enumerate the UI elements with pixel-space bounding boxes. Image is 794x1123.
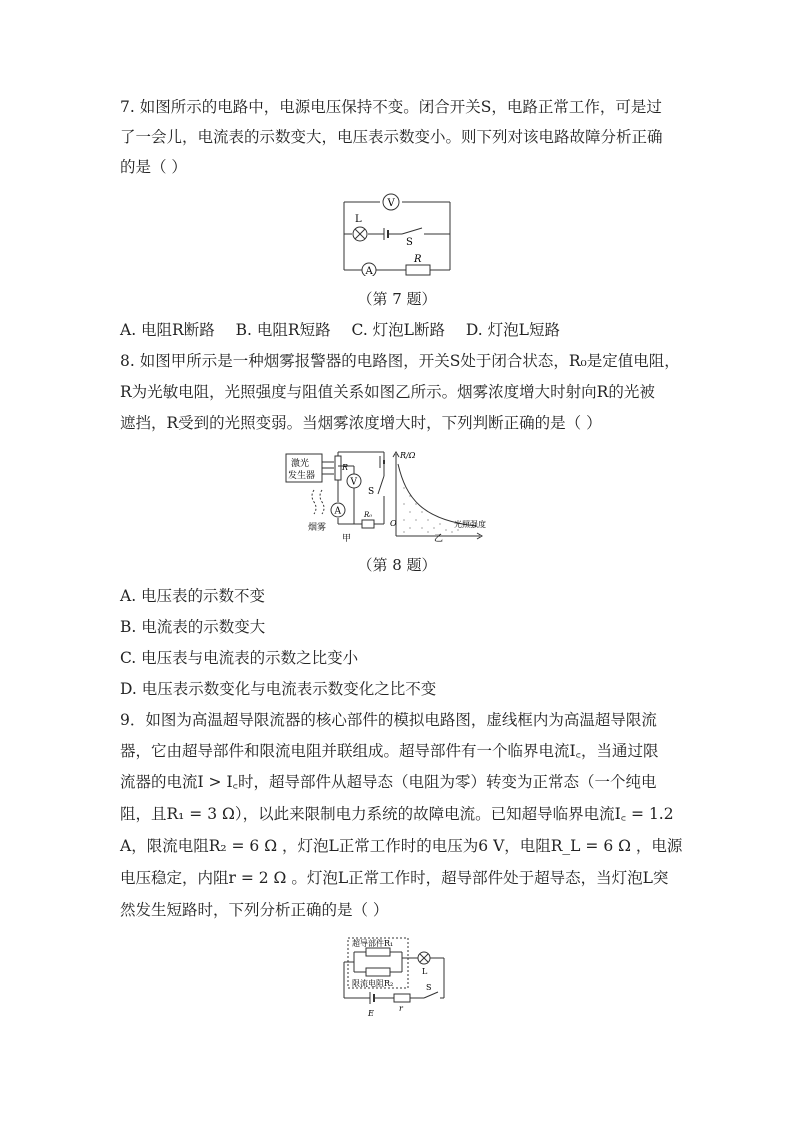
q9-line-7: 然发生短路时，下列分析正确的是（ ） (120, 901, 389, 919)
q9-lamp-label: L (422, 967, 428, 976)
q8-line-3: 遮挡，R受到的光照变弱。当烟雾浓度增大时，下列判断正确的是（ ） (120, 414, 602, 432)
q9-line-2: 器，它由超导部件和限流电阻并联组成。超导部件有一个临界电流I꜀，当通过限 (120, 742, 659, 760)
q7-line-1: 7. 如图所示的电路中，电源电压保持不变。闭合开关S，电路正常工作，可是过 (120, 98, 662, 116)
q8-option-b[interactable]: B. 电流表的示数变大 (120, 618, 266, 636)
q8-fig-yi-label: 乙 (434, 534, 444, 544)
q7-options (120, 320, 576, 340)
q8-line-2: R为光敏电阻，光照强度与阻值关系如图乙所示。烟雾浓度增大时射向R的光被 (120, 383, 655, 401)
q9-switch-label: S (426, 983, 432, 992)
q9-line-4: 阻，且R₁ = 3 Ω），以此来限制电力系统的故障电流。已知超导临界电流I꜀ = 1.2 (120, 805, 674, 823)
q7-circuit-figure (340, 190, 456, 276)
q7-line-2: 了一会儿，电流表的示数变大，电压表示数变小。则下列对该电路故障分析正确 (120, 128, 663, 146)
q8-laser-label-2: 发生器 (288, 471, 316, 481)
q8-ammeter-label: A (334, 506, 341, 517)
q7-line-3: 的是（ ） (120, 158, 187, 176)
q8-voltmeter-label: V (350, 477, 357, 488)
q7-switch-label: S (406, 237, 413, 248)
q8-figure (284, 448, 502, 544)
q9-internal-r-label: r (399, 1004, 403, 1013)
q7-voltmeter-label: V (387, 198, 395, 209)
q8-graph-x-label: 光照强度 (454, 520, 486, 529)
q8-laser-label-1: 激光 (291, 459, 310, 469)
q8-r0-label: R₀ (364, 511, 373, 519)
q9-source-label: E (368, 1009, 374, 1018)
q8-option-c[interactable]: C. 电压表与电流表的示数之比变小 (120, 649, 359, 667)
q9-line-3: 流器的电流I > I꜀时，超导部件从超导态（电阻为零）转变为正常态（一个纯电 (120, 773, 657, 791)
q7-lamp-label: L (355, 214, 362, 225)
q9-limiter-label: 限流电阻R₂ (352, 979, 394, 988)
q8-option-a[interactable]: A. 电压表的示数不变 (120, 587, 266, 605)
q8-caption: （第 8 题） (357, 556, 437, 574)
q7-option-c[interactable]: C. 灯泡L断路 (351, 321, 445, 339)
q8-line-1: 8. 如图甲所示是一种烟雾报警器的电路图，开关S处于闭合状态，R₀是定值电阻， (120, 352, 680, 370)
q9-circuit-figure (340, 936, 452, 1020)
q7-ammeter-label: A (365, 266, 373, 276)
q7-caption: （第 7 题） (357, 290, 437, 308)
q8-smoke-label: 烟雾 (308, 523, 327, 533)
q8-option-d[interactable]: D. 电压表示数变化与电流表示数变化之比不变 (120, 680, 437, 698)
q8-switch-label: S (368, 487, 375, 497)
q7-option-d[interactable]: D. 灯泡L短路 (465, 321, 560, 339)
q9-superconductor-label: 超导部件R₁ (352, 939, 394, 948)
q7-option-a[interactable]: A. 电阻R断路 (120, 321, 215, 339)
q8-graph-origin: O (390, 519, 397, 528)
q8-fig-jia-label: 甲 (342, 534, 352, 544)
q8-graph-y-label: R/Ω (400, 451, 416, 460)
q9-line-6: 电压稳定，内阻r = 2 Ω 。灯泡L正常工作时，超导部件处于超导态，当灯泡L突 (120, 869, 669, 887)
q9-line-1: 9．如图为高温超导限流器的核心部件的模拟电路图，虚线框内为高温超导限流 (120, 711, 657, 729)
q9-line-5: A，限流电阻R₂ = 6 Ω ，灯泡L正常工作时的电压为6 V，电阻R_L = 6 Ω ，电源 (120, 837, 683, 855)
q7-option-b[interactable]: B. 电阻R短路 (235, 321, 331, 339)
q8-ldr-label: R (342, 463, 349, 472)
q7-resistor-label: R (414, 254, 422, 265)
